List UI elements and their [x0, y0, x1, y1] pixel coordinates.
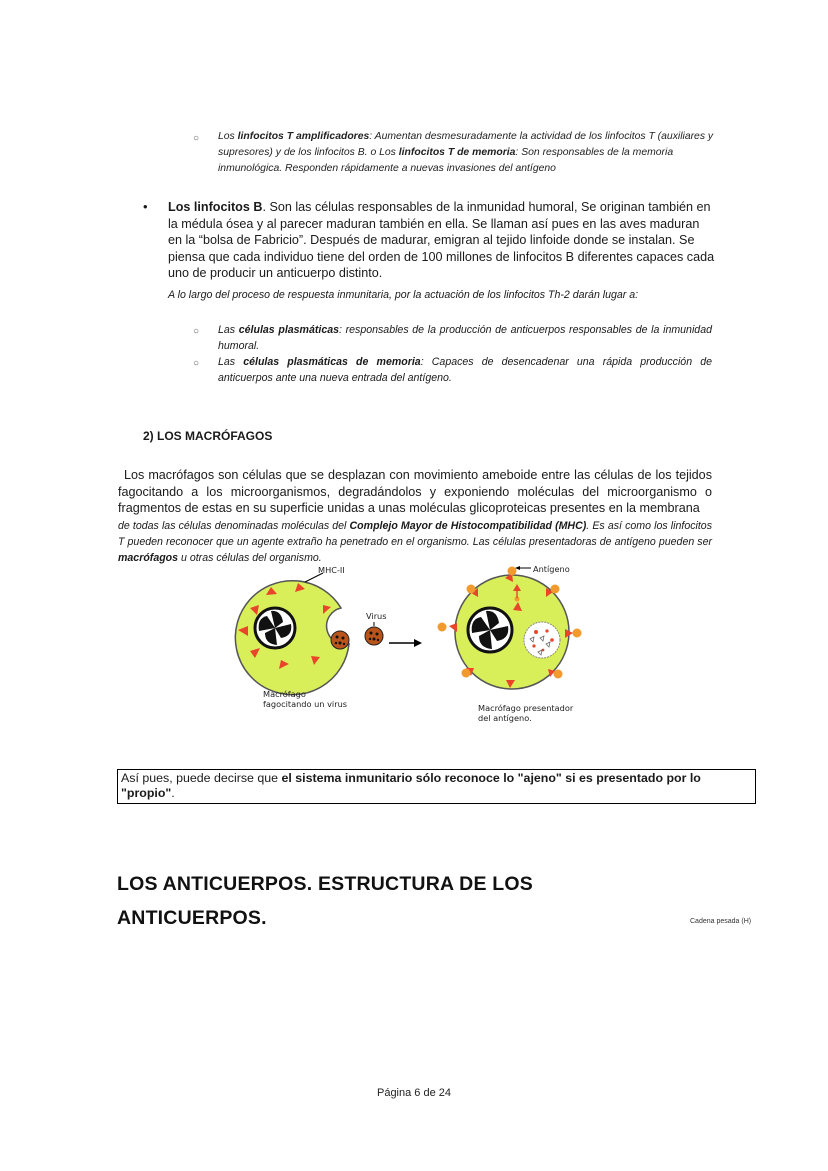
summary-box [117, 769, 756, 804]
bcells-term: Los linfocitos B [168, 200, 263, 214]
item-term: linfocitos T amplificadores [237, 131, 370, 142]
item-term: linfocitos T de memoria [398, 147, 516, 159]
caption-line: Macrófago presentador [478, 703, 574, 713]
section-heading: 2) LOS MACRÓFAGOS [143, 429, 273, 443]
nucleus-left [255, 608, 295, 648]
para-text: de todas las células denominadas moléculas del [118, 520, 350, 532]
para-term: macrófagos [118, 552, 179, 565]
caption-line: fagocitando un virus [263, 699, 348, 709]
item-text: Las [218, 324, 239, 336]
item-text: : responsables de la producción de anticuerpos responsables de la inmunidad humoral. [218, 324, 712, 353]
nucleus-right [468, 608, 512, 652]
tcell-amplificadores-item [218, 129, 716, 178]
summary-text: . [171, 786, 175, 800]
bcells-text: . Son las células responsables de la inmunidad humoral, Se originan también en la médula ósea y al parecer maduran también en ella. Se llaman así pues en las aves maduran en la “bolsa de Fabricio”. Después de madurar, emigran al tejido linfoide donde se instalan. Se piensa que cada individuo tiene del orden de 100 millones de linfocitos B diferentes capaces cada uno de producir un anticuerpo distinto. [168, 200, 715, 281]
item-text: : Aumentan desmesuradamente la actividad de los linfocitos T (auxiliares y supresores) y de los linfocitos B. o Los [218, 131, 714, 159]
caption-left [263, 689, 347, 709]
process-arrowhead [414, 639, 422, 647]
caption-line: Macrófago [263, 689, 306, 699]
bullet-dot: • [143, 199, 148, 214]
item-text: : Capaces de desencadenar una rápida producción de anticuerpos ante una nueva entrada del antígeno. [218, 356, 712, 385]
virus-engulfed [331, 631, 349, 649]
bcells-item-plasmaticas [218, 322, 712, 354]
caption-right [478, 703, 573, 723]
list-bullet-circle: ○ [193, 358, 200, 369]
list-bullet-circle: ○ [193, 133, 200, 144]
label-antigeno: Antígeno [533, 564, 570, 574]
item-text: Las [218, 356, 244, 368]
bcells-item-memoria [218, 354, 712, 386]
summary-emphasis: el sistema inmunitario sólo reconoce lo "ajeno" si es presentado por lo "propio" [121, 771, 701, 800]
item-term: células plasmáticas de memoria [243, 356, 421, 368]
item-text: : Son responsables de la memoria inmunológica. Responden rápidamente a nuevas invasiones del antígeno [218, 147, 674, 175]
bcells-paragraph [168, 199, 716, 282]
para-text: u otras células del organismo. [178, 552, 322, 565]
macrofagos-paragraph: Los macrófagos son células que se desplazan con movimiento ameboide entre las células de los tejidos fagocitando a los microorganismos, degradándolos y exponiendo moléculas del microorganismo o fragmentos de estas en su superficie unidas a unas moléculas glicoproteicas presentes en la membrana [118, 468, 712, 516]
section-title-line1: LOS ANTICUERPOS. ESTRUCTURA DE LOS [117, 873, 533, 895]
para-text: . Es así como los linfocitos T pueden reconocer que un agente extraño ha penetrado en el organismo. Las células presentadoras de antígeno pueden ser [118, 520, 712, 549]
list-bullet-circle: ○ [193, 326, 200, 337]
item-text: Los [218, 131, 238, 142]
summary-text: Así pues, puede decirse que [121, 771, 282, 785]
caption-line: del antígeno. [478, 713, 532, 723]
section-title-line2: ANTICUERPOS. [117, 907, 267, 929]
bcells-italic-line: A lo largo del proceso de respuesta inmunitaria, por la actuación de los linfocitos Th-2 darán lugar a: [168, 289, 639, 301]
label-virus: Virus [366, 611, 387, 621]
item-term: células plasmáticas [238, 324, 339, 336]
page-number: Página 6 de 24 [376, 1087, 451, 1099]
virus-free [365, 627, 383, 645]
cadena-pesada-label: Cadena pesada (H) [690, 918, 752, 925]
para-term: Complejo Mayor de Histocompatibilidad (MHC) [349, 520, 587, 532]
label-mhc: MHC-II [318, 565, 345, 575]
